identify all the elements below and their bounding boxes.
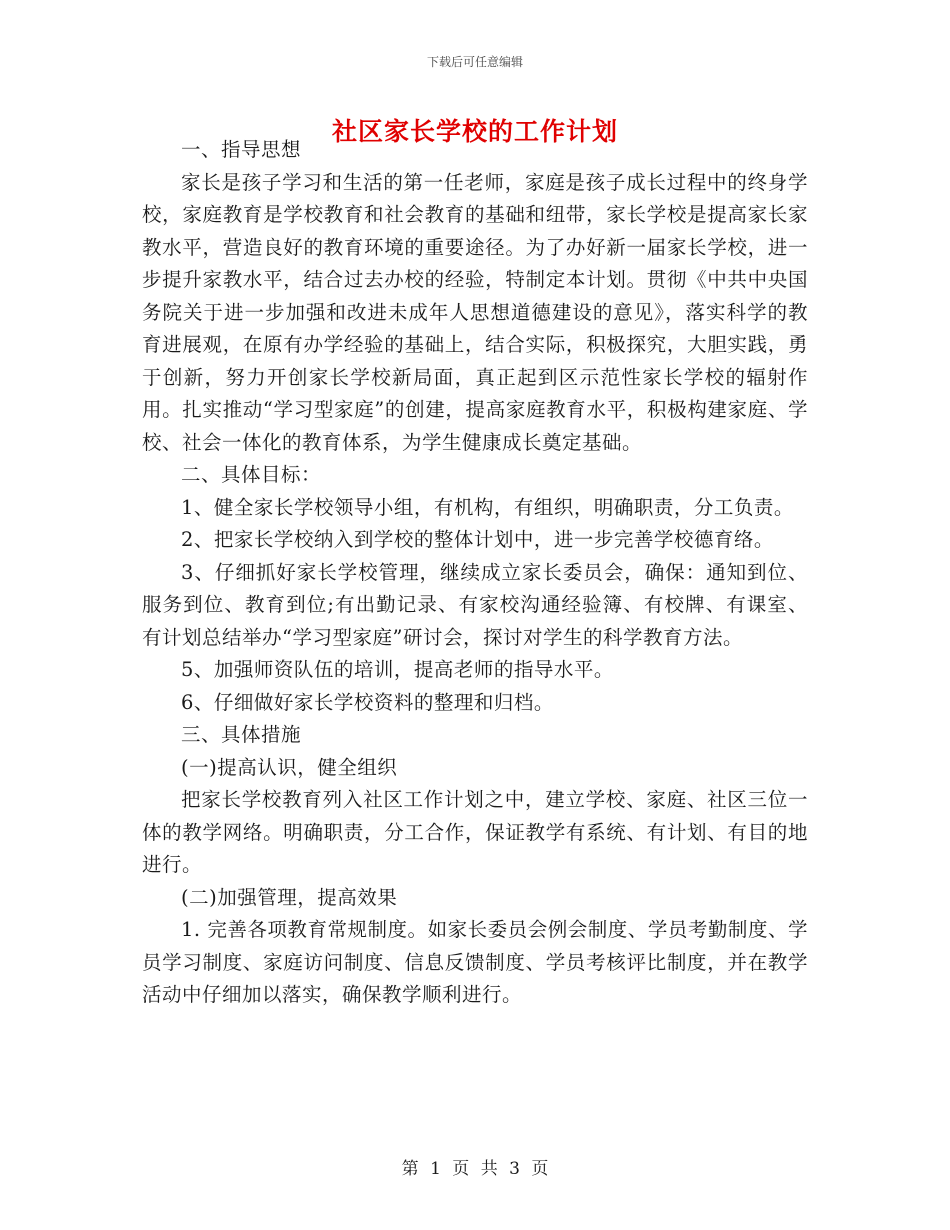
list-item: 2、把家长学校纳入到学校的整体计划中，进一步完善学校德育络。	[181, 528, 774, 551]
page-number-footer: 第 1 页 共 3 页	[401, 1159, 549, 1179]
subsection-heading: (一)提高认识，健全组织	[181, 755, 398, 779]
list-item: 5、加强师资队伍的培训，提高老师的指导水平。	[181, 658, 614, 681]
paragraph: 家长是孩子学习和生活的第一任老师，家庭是孩子成长过程中的终身学校，家庭教育是学校教育和社会教育的基础和纽带，家长学校是提高家长家教水平，营造良好的教育环境的重要途径。为了办好新一届家长学校，进一步提升家教水平，结合过去办校的经验，特制定本计划。贯彻《中共中央国务院关于进一步加强和改进未成年人思想道德建设的意见》，落实科学的教育进展观，在原有办学经验的基础上，结合实际，积极探究，大胆实践，勇于创新，努力开创家长学校新局面，真正起到区示范性家长学校的辐射作用。扎实推动“学习型家庭”的创建，提高家庭教育水平，积极构建家庭、学校、社会一体化的教育体系，为学生健康成长奠定基础。	[142, 170, 808, 454]
section-heading: 二、具体目标：	[181, 463, 322, 486]
list-item: 6、仔细做好家长学校资料的整理和归档。	[181, 690, 554, 714]
section-heading: 一、指导思想	[181, 138, 302, 161]
header-note: 下载后可任意编辑	[426, 55, 523, 69]
subsection-heading: (二)加强管理，提高效果	[181, 885, 398, 909]
paragraph: 把家长学校教育列入社区工作计划之中，建立学校、家庭、社区三位一体的教学网络。明确职责，分工合作，保证教学有系统、有计划、有目的地进行。	[142, 788, 808, 876]
document-body	[142, 134, 808, 1012]
list-item: 3、仔细抓好家长学校管理，继续成立家长委员会，确保：通知到位、服务到位、教育到位;有出勤记录、有家校沟通经验簿、有校牌、有课室、有计划总结举办“学习型家庭”研讨会，探讨对学生的科学教育方法。	[142, 560, 808, 649]
paragraph: 1. 完善各项教育常规制度。如家长委员会例会制度、学员考勤制度、学员学习制度、家庭访问制度、信息反馈制度、学员考核评比制度，并在教学活动中仔细加以落实，确保教学顺利进行。	[142, 918, 808, 1006]
list-item: 1、健全家长学校领导小组，有机构，有组织，明确职责，分工负责。	[181, 495, 794, 519]
document-title: 社区家长学校的工作计划	[331, 117, 618, 146]
section-heading: 三、具体措施	[181, 723, 302, 746]
